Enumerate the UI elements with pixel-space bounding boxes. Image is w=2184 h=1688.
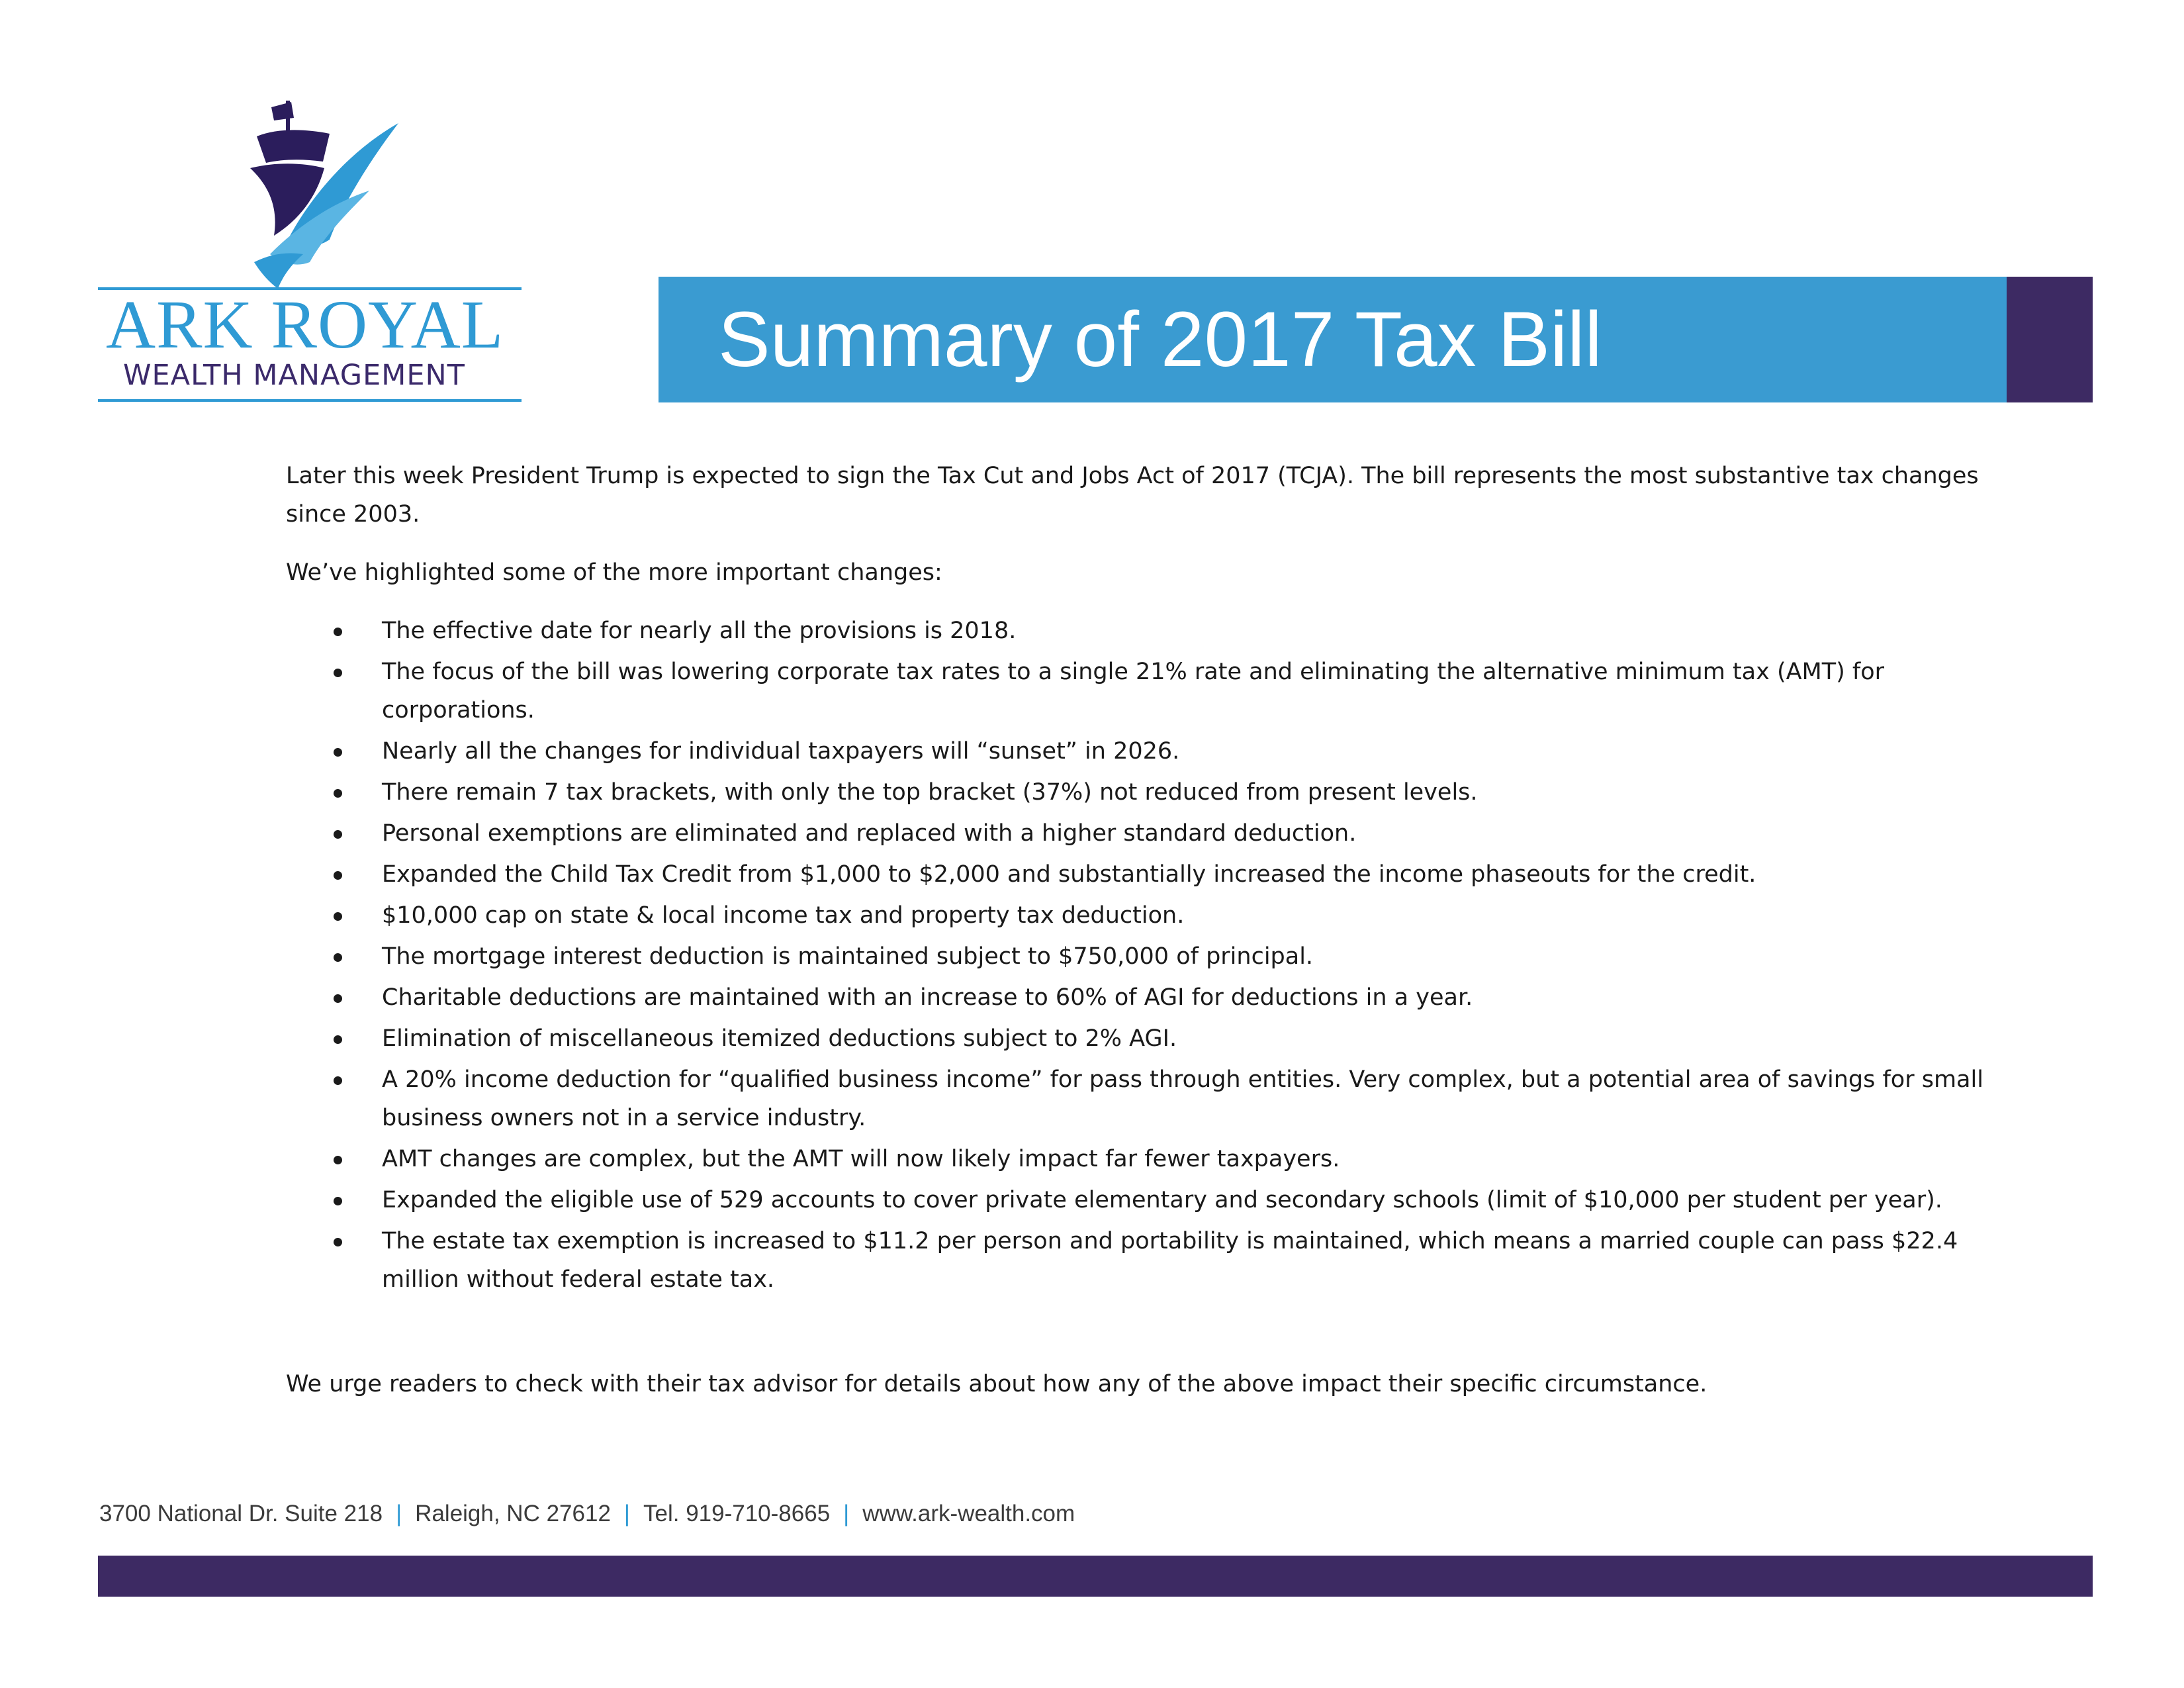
bullet-icon	[334, 789, 342, 798]
list-item	[286, 612, 2020, 650]
bullet-icon	[334, 628, 342, 636]
footer-separator: |	[623, 1501, 631, 1526]
bullet-icon	[334, 1238, 342, 1246]
closing-paragraph: We urge readers to check with their tax advisor for details about how any of the above impact their specific circumstance.	[286, 1371, 1707, 1397]
list-item	[286, 732, 2020, 771]
footer-phone: Tel. 919-710-8665	[643, 1501, 831, 1526]
list-item	[286, 978, 2020, 1017]
title-banner	[659, 277, 2007, 402]
footer-city: Raleigh, NC 27612	[415, 1501, 611, 1526]
list-item	[286, 1019, 2020, 1058]
ship-sail-logo-icon	[230, 98, 402, 290]
bullet-icon	[334, 1197, 342, 1205]
logo-subtitle: WEALTH MANAGEMENT	[123, 359, 465, 392]
list-item	[286, 1222, 2020, 1299]
bullet-icon	[334, 912, 342, 921]
list-item-text: The effective date for nearly all the provisions is 2018.	[382, 618, 1017, 644]
list-item	[286, 1060, 2020, 1137]
bullet-icon	[334, 953, 342, 962]
list-item	[286, 814, 2020, 853]
list-item-text: Personal exemptions are eliminated and replaced with a higher standard deduction.	[382, 820, 1357, 847]
footer-website-link[interactable]: www.ark-wealth.com	[862, 1501, 1075, 1526]
list-item-text: Expanded the eligible use of 529 accounts to cover private elementary and secondary schools (limit of $10,000 per student per year).	[382, 1187, 1942, 1213]
company-logo	[98, 98, 522, 402]
list-item-text: $10,000 cap on state & local income tax and property tax deduction.	[382, 902, 1185, 929]
bullet-icon	[334, 1076, 342, 1085]
bullet-icon	[334, 830, 342, 839]
bullet-icon	[334, 994, 342, 1003]
list-item-text: Elimination of miscellaneous itemized deductions subject to 2% AGI.	[382, 1025, 1177, 1052]
page-title: Summary of 2017 Tax Bill	[718, 296, 1602, 383]
list-item	[286, 773, 2020, 812]
bullet-icon	[334, 1035, 342, 1044]
footer-bar	[98, 1556, 2093, 1597]
list-item	[286, 855, 2020, 894]
list-item-text: Charitable deductions are maintained with an increase to 60% of AGI for deductions in a year.	[382, 984, 1473, 1011]
list-item-text: The focus of the bill was lowering corporate tax rates to a single 21% rate and eliminating the alternative minimum tax (AMT) for corporations.	[382, 659, 1885, 724]
bullet-icon	[334, 669, 342, 677]
lead-in-paragraph: We’ve highlighted some of the more important changes:	[286, 559, 942, 586]
bullet-icon	[334, 1156, 342, 1164]
list-item	[286, 896, 2020, 935]
list-item	[286, 653, 2020, 729]
list-item-text: Nearly all the changes for individual taxpayers will “sunset” in 2026.	[382, 738, 1180, 765]
logo-title: ARK ROYAL	[106, 287, 504, 363]
bullet-icon	[334, 748, 342, 757]
changes-list	[286, 612, 2020, 1299]
list-item	[286, 1181, 2020, 1219]
list-item	[286, 1140, 2020, 1178]
list-item-text: The mortgage interest deduction is maintained subject to $750,000 of principal.	[382, 943, 1314, 970]
list-item-text: Expanded the Child Tax Credit from $1,000 to $2,000 and substantially increased the income phaseouts for the credit.	[382, 861, 1756, 888]
document-body	[286, 457, 2020, 1423]
list-item-text: The estate tax exemption is increased to $11.2 per person and portability is maintained, which means a married couple can pass $22.4 million without federal estate tax.	[382, 1228, 1958, 1293]
list-item	[286, 937, 2020, 976]
list-item-text: There remain 7 tax brackets, with only the top bracket (37%) not reduced from present levels.	[382, 779, 1478, 806]
intro-paragraph: Later this week President Trump is expected to sign the Tax Cut and Jobs Act of 2017 (TCJA). The bill represents the most substantive tax changes since 2003.	[286, 463, 1979, 528]
footer-separator: |	[396, 1501, 402, 1526]
list-item-text: A 20% income deduction for “qualified business income” for pass through entities. Very complex, but a potential area of savings for small business owners not in a service industry.	[382, 1066, 1983, 1131]
footer-separator: |	[843, 1501, 850, 1526]
logo-bottom-rule	[98, 399, 522, 402]
title-banner-accent	[2007, 277, 2093, 402]
footer-address: 3700 National Dr. Suite 218	[99, 1501, 383, 1526]
footer-contact	[99, 1497, 1075, 1530]
bullet-icon	[334, 871, 342, 880]
list-item-text: AMT changes are complex, but the AMT will now likely impact far fewer taxpayers.	[382, 1146, 1340, 1172]
